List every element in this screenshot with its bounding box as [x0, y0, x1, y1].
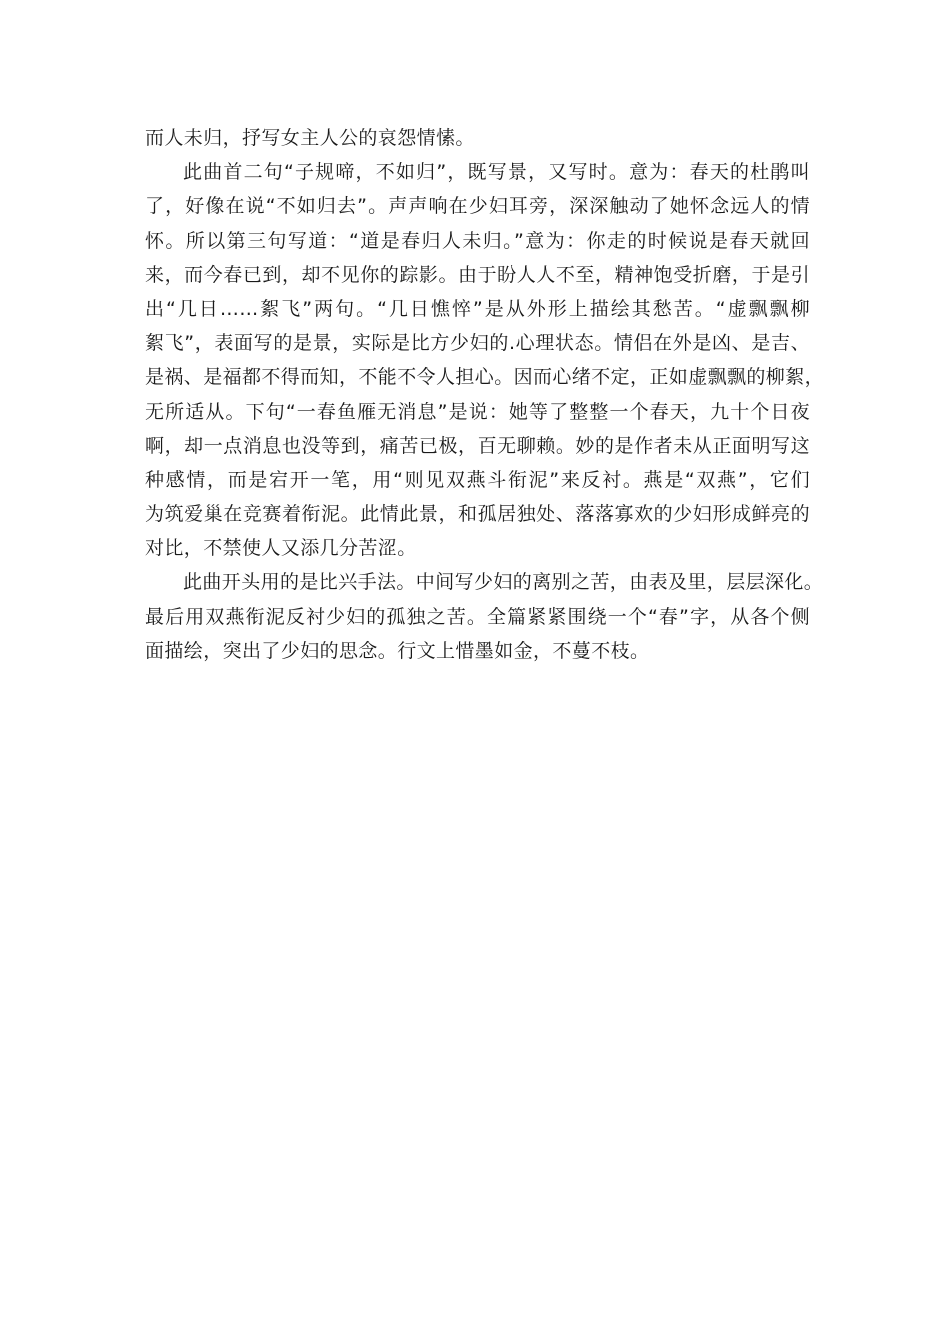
- paragraph-2-line-5: 出“几日……絮飞”两句。“几日憔悴”是从外形上描绘其愁苦。“虚飘飘柳: [145, 297, 810, 320]
- paragraph-2-line-6: 絮飞”，表面写的是景，实际是比方少妇的.心理状态。情侣在外是凶、是吉、: [145, 332, 810, 355]
- paragraph-3-line-2: 最后用双燕衔泥反衬少妇的孤独之苦。全篇紧紧围绕一个“春”字，从各个侧: [145, 605, 810, 628]
- paragraph-3-line-3: 面描绘，突出了少妇的思念。行文上惜墨如金，不蔓不枝。: [145, 639, 650, 662]
- paragraph-2-line-12: 对比，不禁使人又添几分苦涩。: [145, 537, 417, 560]
- paragraph-3-line-1: 此曲开头用的是比兴手法。中间写少妇的离别之苦，由表及里，层层深化。: [183, 571, 824, 594]
- paragraph-2-line-11: 为筑爱巢在竞赛着衔泥。此情此景，和孤居独处、落落寡欢的少妇形成鲜亮的: [145, 503, 810, 526]
- document-body: [145, 121, 825, 668]
- paragraph-2-line-3: 怀。所以第三句写道：“道是春归人未归。”意为：你走的时候说是春天就回: [145, 229, 810, 252]
- paragraph-2-line-2: 了，好像在说“不如归去”。声声响在少妇耳旁，深深触动了她怀念远人的情: [145, 195, 810, 218]
- paragraph-2-line-10: 种感情，而是宕开一笔，用“则见双燕斗衔泥”来反衬。燕是“双燕”，它们: [145, 468, 810, 491]
- paragraph-2-line-4: 来，而今春已到，却不见你的踪影。由于盼人人不至，精神饱受折磨，于是引: [145, 263, 810, 286]
- paragraph-2-line-8: 无所适从。下句“一春鱼雁无消息”是说：她等了整整一个春天，九十个日夜: [145, 400, 810, 423]
- paragraph-1-line-1: 而人未归，抒写女主人公的哀怨情愫。: [145, 127, 475, 149]
- paragraph-2-line-7: 是祸、是福都不得而知，不能不令人担心。因而心绪不定，正如虚飘飘的柳絮，: [145, 366, 825, 389]
- paragraph-2-line-1: 此曲首二句“子规啼，不如归”，既写景，又写时。意为：春天的杜鹃叫: [183, 161, 810, 184]
- paragraph-2-line-9: 啊，却一点消息也没等到，痛苦已极，百无聊赖。妙的是作者未从正面明写这: [145, 434, 810, 457]
